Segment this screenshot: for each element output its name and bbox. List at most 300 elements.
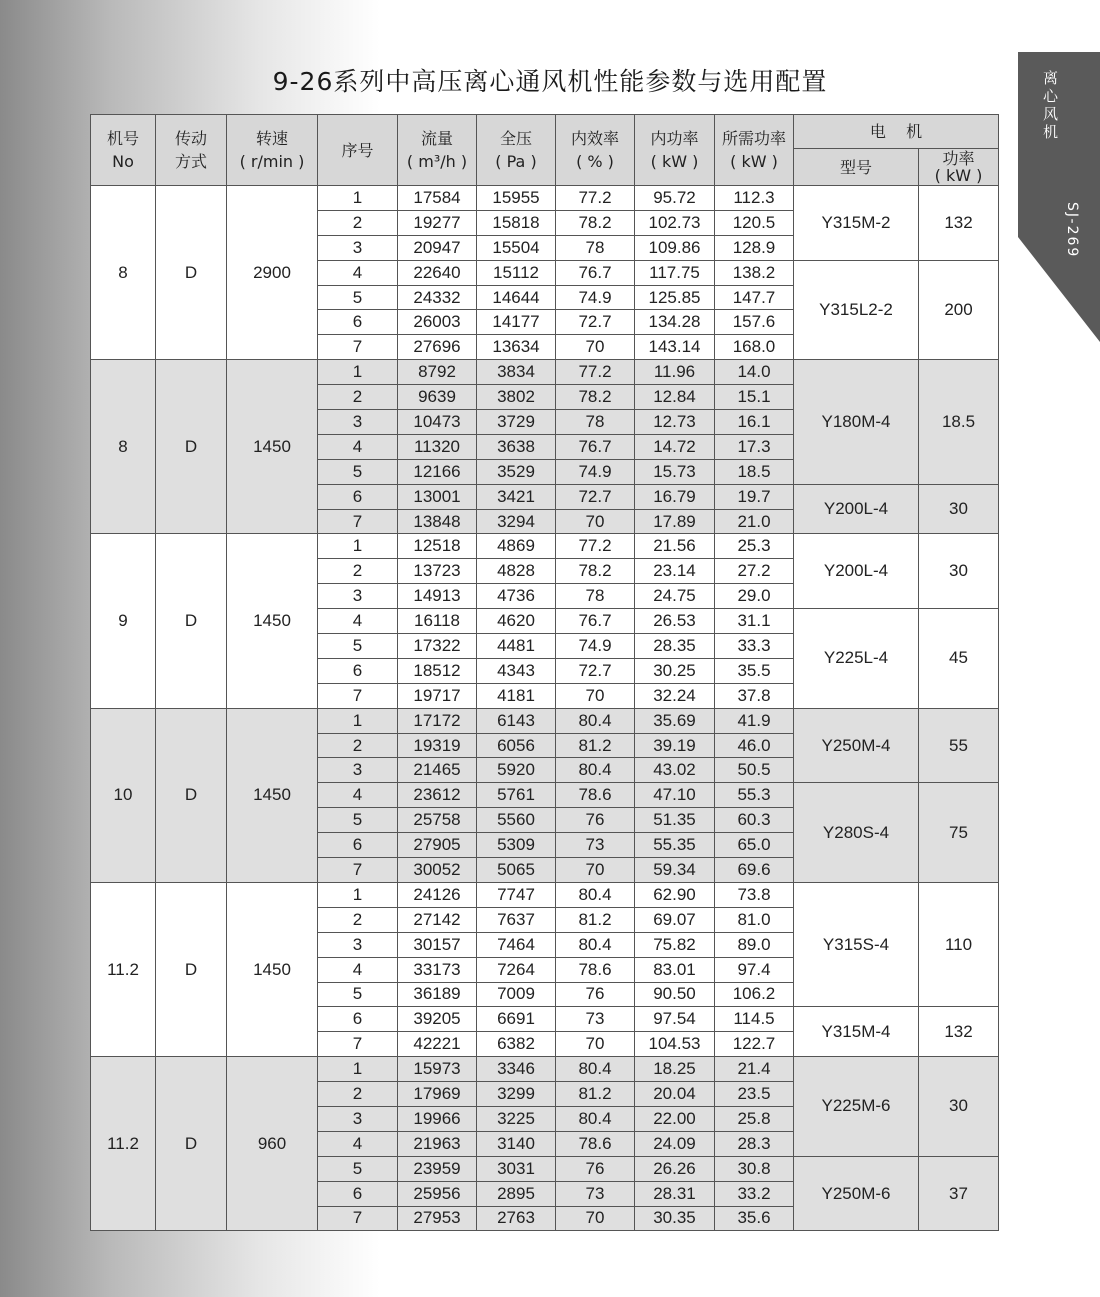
motor-power-cell: 37	[919, 1156, 999, 1231]
motor-power-cell: 55	[919, 708, 999, 783]
motor-model-cell: Y315S-4	[794, 882, 919, 1006]
internal-power-cell: 20.04	[635, 1082, 715, 1107]
flow-cell: 25758	[398, 808, 477, 833]
seq-cell: 2	[318, 559, 398, 584]
flow-cell: 30157	[398, 932, 477, 957]
motor-model-cell: Y225M-6	[794, 1057, 919, 1157]
internal-power-cell: 12.84	[635, 385, 715, 410]
header-pressure	[477, 115, 556, 186]
internal-power-cell: 16.79	[635, 484, 715, 509]
efficiency-cell: 78.6	[556, 1131, 635, 1156]
seq-cell: 5	[318, 634, 398, 659]
flow-cell: 30052	[398, 858, 477, 883]
speed-cell: 1450	[227, 708, 318, 882]
flow-cell: 18512	[398, 658, 477, 683]
efficiency-cell: 80.4	[556, 1057, 635, 1082]
internal-power-cell: 28.31	[635, 1181, 715, 1206]
efficiency-cell: 77.2	[556, 186, 635, 211]
seq-cell: 6	[318, 1181, 398, 1206]
flow-cell: 27905	[398, 833, 477, 858]
efficiency-cell: 70	[556, 509, 635, 534]
internal-power-cell: 11.96	[635, 360, 715, 385]
pressure-cell: 3294	[477, 509, 556, 534]
pressure-cell: 6056	[477, 733, 556, 758]
flow-cell: 17969	[398, 1082, 477, 1107]
required-power-cell: 35.5	[715, 658, 794, 683]
required-power-cell: 65.0	[715, 833, 794, 858]
flow-cell: 25956	[398, 1181, 477, 1206]
header-reqpower-line2: ( kW )	[730, 152, 778, 171]
pressure-cell: 3802	[477, 385, 556, 410]
required-power-cell: 23.5	[715, 1082, 794, 1107]
pressure-cell: 3421	[477, 484, 556, 509]
header-power-line1: 功率	[942, 149, 975, 168]
required-power-cell: 147.7	[715, 285, 794, 310]
motor-model-cell: Y280S-4	[794, 783, 919, 883]
required-power-cell: 27.2	[715, 559, 794, 584]
internal-power-cell: 30.25	[635, 658, 715, 683]
flow-cell: 12166	[398, 459, 477, 484]
seq-cell: 3	[318, 932, 398, 957]
internal-power-cell: 95.72	[635, 186, 715, 211]
seq-cell: 6	[318, 833, 398, 858]
required-power-cell: 19.7	[715, 484, 794, 509]
fan-no-cell: 11.2	[91, 1057, 156, 1231]
header-speed-line1: 转速	[255, 129, 288, 148]
motor-model-cell: Y200L-4	[794, 484, 919, 534]
efficiency-cell: 78.2	[556, 210, 635, 235]
seq-cell: 7	[318, 858, 398, 883]
flow-cell: 24332	[398, 285, 477, 310]
flow-cell: 16118	[398, 609, 477, 634]
header-flow	[398, 115, 477, 186]
pressure-cell: 15955	[477, 186, 556, 211]
header-no	[91, 115, 156, 186]
internal-power-cell: 59.34	[635, 858, 715, 883]
flow-cell: 8792	[398, 360, 477, 385]
table-row	[91, 882, 999, 907]
internal-power-cell: 12.73	[635, 410, 715, 435]
internal-power-cell: 62.90	[635, 882, 715, 907]
internal-power-cell: 90.50	[635, 982, 715, 1007]
seq-cell: 4	[318, 1131, 398, 1156]
efficiency-cell: 76.7	[556, 434, 635, 459]
flow-cell: 21963	[398, 1131, 477, 1156]
header-no-line1: 机号	[106, 129, 139, 148]
seq-cell: 4	[318, 957, 398, 982]
pressure-cell: 15818	[477, 210, 556, 235]
flow-cell: 27142	[398, 907, 477, 932]
motor-power-cell: 30	[919, 534, 999, 609]
header-pressure-line2: ( Pa )	[495, 152, 537, 171]
motor-power-cell: 18.5	[919, 360, 999, 484]
internal-power-cell: 26.53	[635, 609, 715, 634]
flow-cell: 42221	[398, 1032, 477, 1057]
required-power-cell: 168.0	[715, 335, 794, 360]
pressure-cell: 3729	[477, 410, 556, 435]
table-row	[91, 534, 999, 559]
efficiency-cell: 76	[556, 982, 635, 1007]
required-power-cell: 138.2	[715, 260, 794, 285]
seq-cell: 6	[318, 658, 398, 683]
efficiency-cell: 76.7	[556, 609, 635, 634]
flow-cell: 17322	[398, 634, 477, 659]
efficiency-cell: 70	[556, 858, 635, 883]
pressure-cell: 7464	[477, 932, 556, 957]
internal-power-cell: 134.28	[635, 310, 715, 335]
seq-cell: 5	[318, 1156, 398, 1181]
flow-cell: 26003	[398, 310, 477, 335]
required-power-cell: 81.0	[715, 907, 794, 932]
internal-power-cell: 17.89	[635, 509, 715, 534]
internal-power-cell: 26.26	[635, 1156, 715, 1181]
drive-cell: D	[156, 534, 227, 708]
motor-model-cell: Y315L2-2	[794, 260, 919, 360]
flow-cell: 14913	[398, 584, 477, 609]
seq-cell: 2	[318, 1082, 398, 1107]
flow-cell: 23612	[398, 783, 477, 808]
seq-cell: 5	[318, 808, 398, 833]
speed-cell: 1450	[227, 534, 318, 708]
motor-model-cell: Y315M-4	[794, 1007, 919, 1057]
internal-power-cell: 30.35	[635, 1206, 715, 1231]
seq-cell: 1	[318, 186, 398, 211]
required-power-cell: 14.0	[715, 360, 794, 385]
required-power-cell: 25.3	[715, 534, 794, 559]
efficiency-cell: 70	[556, 335, 635, 360]
seq-cell: 5	[318, 982, 398, 1007]
header-flow-line1: 流量	[420, 129, 453, 148]
pressure-cell: 7747	[477, 882, 556, 907]
internal-power-cell: 28.35	[635, 634, 715, 659]
header-inpower-line1: 内功率	[650, 129, 699, 148]
pressure-cell: 4828	[477, 559, 556, 584]
flow-cell: 9639	[398, 385, 477, 410]
table-row	[91, 186, 999, 211]
required-power-cell: 112.3	[715, 186, 794, 211]
pressure-cell: 7637	[477, 907, 556, 932]
pressure-cell: 3299	[477, 1082, 556, 1107]
motor-model-cell: Y315M-2	[794, 186, 919, 261]
internal-power-cell: 83.01	[635, 957, 715, 982]
side-tab	[1018, 52, 1100, 342]
required-power-cell: 157.6	[715, 310, 794, 335]
header-flow-line2: ( m³/h )	[406, 152, 468, 171]
pressure-cell: 3834	[477, 360, 556, 385]
flow-cell: 11320	[398, 434, 477, 459]
pressure-cell: 4736	[477, 584, 556, 609]
flow-cell: 10473	[398, 410, 477, 435]
seq-cell: 6	[318, 484, 398, 509]
seq-cell: 1	[318, 708, 398, 733]
seq-cell: 2	[318, 907, 398, 932]
header-pressure-line1: 全压	[499, 129, 532, 148]
motor-model-cell: Y180M-4	[794, 360, 919, 484]
internal-power-cell: 15.73	[635, 459, 715, 484]
required-power-cell: 114.5	[715, 1007, 794, 1032]
required-power-cell: 31.1	[715, 609, 794, 634]
seq-cell: 1	[318, 1057, 398, 1082]
drive-cell: D	[156, 882, 227, 1056]
performance-table	[90, 114, 999, 1231]
flow-cell: 21465	[398, 758, 477, 783]
required-power-cell: 60.3	[715, 808, 794, 833]
header-speed	[227, 115, 318, 186]
header-inpower-line2: ( kW )	[650, 152, 699, 171]
motor-power-cell: 132	[919, 1007, 999, 1057]
required-power-cell: 25.8	[715, 1106, 794, 1131]
required-power-cell: 106.2	[715, 982, 794, 1007]
required-power-cell: 46.0	[715, 733, 794, 758]
motor-power-cell: 30	[919, 1057, 999, 1157]
flow-cell: 19319	[398, 733, 477, 758]
speed-cell: 1450	[227, 882, 318, 1056]
internal-power-cell: 39.19	[635, 733, 715, 758]
seq-cell: 1	[318, 882, 398, 907]
header-eff-line1: 内效率	[570, 129, 619, 148]
flow-cell: 19717	[398, 683, 477, 708]
flow-cell: 17584	[398, 186, 477, 211]
seq-cell: 1	[318, 534, 398, 559]
page-title: 9-26系列中高压离心通风机性能参数与选用配置	[272, 67, 828, 96]
motor-power-cell: 200	[919, 260, 999, 360]
efficiency-cell: 72.7	[556, 658, 635, 683]
pressure-cell: 6382	[477, 1032, 556, 1057]
efficiency-cell: 80.4	[556, 708, 635, 733]
motor-power-cell: 132	[919, 186, 999, 261]
pressure-cell: 3140	[477, 1131, 556, 1156]
pressure-cell: 15504	[477, 235, 556, 260]
seq-cell: 2	[318, 210, 398, 235]
internal-power-cell: 109.86	[635, 235, 715, 260]
internal-power-cell: 32.24	[635, 683, 715, 708]
drive-cell: D	[156, 1057, 227, 1231]
efficiency-cell: 76	[556, 808, 635, 833]
internal-power-cell: 21.56	[635, 534, 715, 559]
required-power-cell: 15.1	[715, 385, 794, 410]
efficiency-cell: 74.9	[556, 459, 635, 484]
internal-power-cell: 55.35	[635, 833, 715, 858]
speed-cell: 960	[227, 1057, 318, 1231]
table-row	[91, 708, 999, 733]
efficiency-cell: 70	[556, 1032, 635, 1057]
efficiency-cell: 72.7	[556, 310, 635, 335]
seq-cell: 6	[318, 310, 398, 335]
table-row	[91, 360, 999, 385]
internal-power-cell: 104.53	[635, 1032, 715, 1057]
required-power-cell: 21.4	[715, 1057, 794, 1082]
pressure-cell: 5761	[477, 783, 556, 808]
required-power-cell: 128.9	[715, 235, 794, 260]
required-power-cell: 122.7	[715, 1032, 794, 1057]
flow-cell: 19277	[398, 210, 477, 235]
internal-power-cell: 43.02	[635, 758, 715, 783]
header-internal-power	[635, 115, 715, 186]
seq-cell: 5	[318, 459, 398, 484]
seq-cell: 4	[318, 260, 398, 285]
pressure-cell: 5920	[477, 758, 556, 783]
table-row	[91, 1057, 999, 1082]
seq-cell: 7	[318, 335, 398, 360]
seq-cell: 3	[318, 1106, 398, 1131]
required-power-cell: 33.3	[715, 634, 794, 659]
efficiency-cell: 78	[556, 410, 635, 435]
header-reqpower-line1: 所需功率	[721, 129, 786, 148]
side-tab-code: SJ-269	[1064, 202, 1080, 259]
efficiency-cell: 81.2	[556, 907, 635, 932]
header-drive-line2: 方式	[174, 152, 207, 171]
internal-power-cell: 97.54	[635, 1007, 715, 1032]
fan-no-cell: 8	[91, 186, 156, 360]
pressure-cell: 6143	[477, 708, 556, 733]
efficiency-cell: 72.7	[556, 484, 635, 509]
flow-cell: 23959	[398, 1156, 477, 1181]
pressure-cell: 5309	[477, 833, 556, 858]
pressure-cell: 14177	[477, 310, 556, 335]
pressure-cell: 4869	[477, 534, 556, 559]
motor-power-cell: 45	[919, 609, 999, 709]
motor-model-cell: Y200L-4	[794, 534, 919, 609]
speed-cell: 2900	[227, 186, 318, 360]
pressure-cell: 4481	[477, 634, 556, 659]
seq-cell: 4	[318, 783, 398, 808]
pressure-cell: 13634	[477, 335, 556, 360]
pressure-cell: 4181	[477, 683, 556, 708]
fan-no-cell: 9	[91, 534, 156, 708]
internal-power-cell: 18.25	[635, 1057, 715, 1082]
seq-cell: 2	[318, 385, 398, 410]
motor-power-cell: 110	[919, 882, 999, 1006]
header-power-line2: ( kW )	[934, 166, 983, 185]
required-power-cell: 16.1	[715, 410, 794, 435]
efficiency-cell: 78.6	[556, 957, 635, 982]
internal-power-cell: 125.85	[635, 285, 715, 310]
speed-cell: 1450	[227, 360, 318, 534]
pressure-cell: 5560	[477, 808, 556, 833]
required-power-cell: 21.0	[715, 509, 794, 534]
seq-cell: 6	[318, 1007, 398, 1032]
internal-power-cell: 24.75	[635, 584, 715, 609]
pressure-cell: 3031	[477, 1156, 556, 1181]
required-power-cell: 97.4	[715, 957, 794, 982]
flow-cell: 15973	[398, 1057, 477, 1082]
header-power	[919, 149, 999, 186]
efficiency-cell: 74.9	[556, 634, 635, 659]
efficiency-cell: 70	[556, 683, 635, 708]
pressure-cell: 4620	[477, 609, 556, 634]
fan-no-cell: 8	[91, 360, 156, 534]
motor-model-cell: Y250M-4	[794, 708, 919, 783]
internal-power-cell: 14.72	[635, 434, 715, 459]
efficiency-cell: 78.2	[556, 559, 635, 584]
seq-cell: 4	[318, 609, 398, 634]
fan-no-cell: 10	[91, 708, 156, 882]
efficiency-cell: 76.7	[556, 260, 635, 285]
required-power-cell: 18.5	[715, 459, 794, 484]
efficiency-cell: 80.4	[556, 1106, 635, 1131]
header-seq: 序号	[318, 115, 398, 186]
internal-power-cell: 75.82	[635, 932, 715, 957]
required-power-cell: 73.8	[715, 882, 794, 907]
required-power-cell: 89.0	[715, 932, 794, 957]
internal-power-cell: 69.07	[635, 907, 715, 932]
efficiency-cell: 78	[556, 584, 635, 609]
efficiency-cell: 73	[556, 1007, 635, 1032]
pressure-cell: 7009	[477, 982, 556, 1007]
efficiency-cell: 77.2	[556, 360, 635, 385]
flow-cell: 13848	[398, 509, 477, 534]
efficiency-cell: 70	[556, 1206, 635, 1231]
internal-power-cell: 22.00	[635, 1106, 715, 1131]
internal-power-cell: 51.35	[635, 808, 715, 833]
pressure-cell: 7264	[477, 957, 556, 982]
header-eff-line2: ( % )	[576, 152, 614, 171]
side-tab-label: 离心风机	[1041, 70, 1059, 142]
required-power-cell: 35.6	[715, 1206, 794, 1231]
motor-model-cell: Y250M-6	[794, 1156, 919, 1231]
efficiency-cell: 74.9	[556, 285, 635, 310]
pressure-cell: 3529	[477, 459, 556, 484]
required-power-cell: 17.3	[715, 434, 794, 459]
fan-no-cell: 11.2	[91, 882, 156, 1056]
pressure-cell: 3346	[477, 1057, 556, 1082]
header-efficiency	[556, 115, 635, 186]
efficiency-cell: 77.2	[556, 534, 635, 559]
required-power-cell: 50.5	[715, 758, 794, 783]
drive-cell: D	[156, 708, 227, 882]
flow-cell: 12518	[398, 534, 477, 559]
efficiency-cell: 73	[556, 833, 635, 858]
motor-model-cell: Y225L-4	[794, 609, 919, 709]
required-power-cell: 37.8	[715, 683, 794, 708]
efficiency-cell: 81.2	[556, 733, 635, 758]
header-drive-line1: 传动	[174, 129, 207, 148]
required-power-cell: 29.0	[715, 584, 794, 609]
header-drive	[156, 115, 227, 186]
pressure-cell: 15112	[477, 260, 556, 285]
seq-cell: 3	[318, 410, 398, 435]
pressure-cell: 5065	[477, 858, 556, 883]
motor-power-cell: 75	[919, 783, 999, 883]
internal-power-cell: 102.73	[635, 210, 715, 235]
efficiency-cell: 76	[556, 1156, 635, 1181]
internal-power-cell: 24.09	[635, 1131, 715, 1156]
required-power-cell: 69.6	[715, 858, 794, 883]
flow-cell: 20947	[398, 235, 477, 260]
flow-cell: 33173	[398, 957, 477, 982]
seq-cell: 5	[318, 285, 398, 310]
required-power-cell: 41.9	[715, 708, 794, 733]
internal-power-cell: 117.75	[635, 260, 715, 285]
pressure-cell: 3225	[477, 1106, 556, 1131]
seq-cell: 7	[318, 683, 398, 708]
motor-power-cell: 30	[919, 484, 999, 534]
flow-cell: 36189	[398, 982, 477, 1007]
efficiency-cell: 78.6	[556, 783, 635, 808]
flow-cell: 39205	[398, 1007, 477, 1032]
efficiency-cell: 80.4	[556, 932, 635, 957]
required-power-cell: 120.5	[715, 210, 794, 235]
efficiency-cell: 78	[556, 235, 635, 260]
flow-cell: 24126	[398, 882, 477, 907]
pressure-cell: 2895	[477, 1181, 556, 1206]
pressure-cell: 3638	[477, 434, 556, 459]
seq-cell: 7	[318, 1206, 398, 1231]
required-power-cell: 33.2	[715, 1181, 794, 1206]
internal-power-cell: 35.69	[635, 708, 715, 733]
header-required-power	[715, 115, 794, 186]
internal-power-cell: 47.10	[635, 783, 715, 808]
